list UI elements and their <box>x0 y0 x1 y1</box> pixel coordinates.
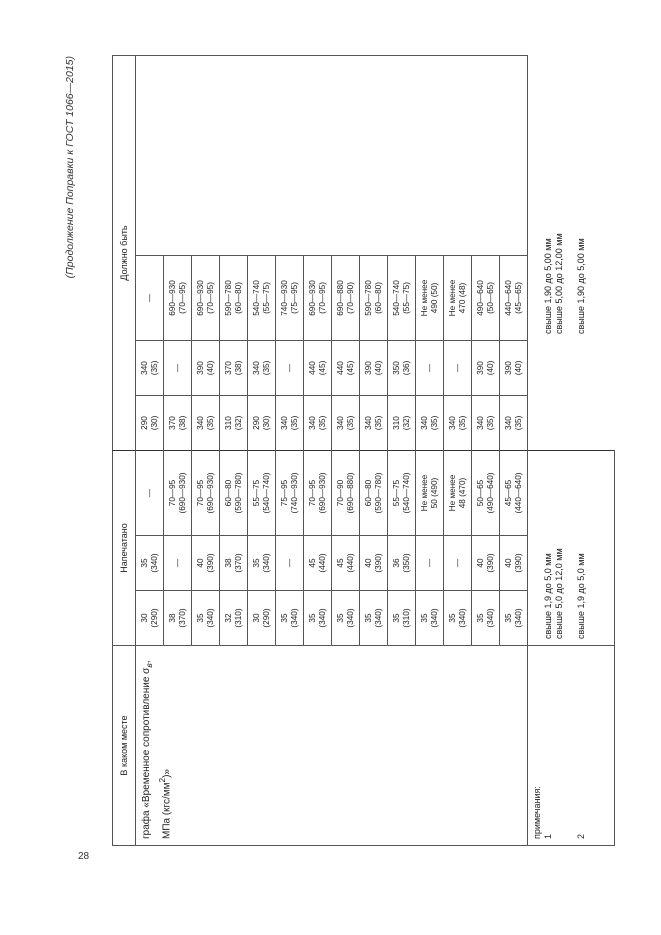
cell-line: (30) <box>149 415 159 431</box>
cell-line: 290 <box>251 416 261 430</box>
cell-line: (340) <box>289 608 299 628</box>
cell-line: (70—95) <box>317 282 327 314</box>
cell-line: 70—90 <box>335 479 345 507</box>
cell-line: — <box>144 293 154 303</box>
header-where: В каком месте <box>113 646 136 846</box>
cell-line: 390 <box>503 361 513 375</box>
printed-value-cell <box>248 591 276 646</box>
cell-line: 310 <box>223 416 233 430</box>
cell-line: (690—930) <box>177 472 187 514</box>
notes-row <box>528 55 615 845</box>
printed-value-cell <box>472 591 500 646</box>
cell-line: (40) <box>205 360 215 376</box>
cell-line: 370 <box>223 361 233 375</box>
cell-line: (340) <box>345 608 355 628</box>
cell-line: 340 <box>251 361 261 375</box>
cell-line: 590—780 <box>363 280 373 316</box>
notes-label: примечания: <box>532 786 542 839</box>
should-value-cell <box>276 395 304 450</box>
cell-line: (440) <box>345 553 355 573</box>
table-row <box>136 55 164 845</box>
printed-value-cell <box>360 536 388 591</box>
cell-line: 590—780 <box>223 280 233 316</box>
cell-line: (370) <box>177 608 187 628</box>
should-value-cell <box>388 255 416 340</box>
printed-value-cell <box>444 450 472 535</box>
cell-line: 40 <box>363 558 373 568</box>
cell-line: 60—80 <box>223 479 233 507</box>
printed-value-cell <box>220 536 248 591</box>
cell-line: 35 <box>307 613 317 623</box>
cell-line: 35 <box>251 558 261 568</box>
cell-line: 35 <box>503 613 513 623</box>
cell-line: (70—95) <box>177 282 187 314</box>
cell-line: 35 <box>419 613 429 623</box>
cell-line: (32) <box>233 415 243 431</box>
printed-value-cell <box>164 536 192 591</box>
should-value-cell <box>444 395 472 450</box>
should-value-cell <box>360 255 388 340</box>
cell-line: (38) <box>233 360 243 376</box>
cell-line: 70—95 <box>307 479 317 507</box>
cell-line: 35 <box>475 613 485 623</box>
printed-value-cell <box>388 591 416 646</box>
cell-line: — <box>144 488 154 498</box>
should-value-cell <box>416 340 444 395</box>
cell-line: 35 <box>139 558 149 568</box>
cell-line: (35) <box>429 415 439 431</box>
cell-line: — <box>284 558 294 568</box>
cell-line: 70—95 <box>195 479 205 507</box>
printed-value-cell <box>360 450 388 535</box>
printed-value-cell <box>416 450 444 535</box>
cell-line: 390 <box>195 361 205 375</box>
should-value-cell <box>500 340 528 395</box>
cell-line: (740—930) <box>289 472 299 514</box>
cell-line: (35) <box>149 360 159 376</box>
should-value-cell <box>360 340 388 395</box>
cell-line: — <box>452 363 462 373</box>
cell-line: — <box>284 363 294 373</box>
notes-label-cell <box>528 646 615 846</box>
cell-line: 45 <box>307 558 317 568</box>
printed-value-cell <box>220 591 248 646</box>
cell-line: (45) <box>317 360 327 376</box>
cell-line: (370) <box>233 553 243 573</box>
correction-table <box>112 55 615 846</box>
cell-line: — <box>172 558 182 568</box>
cell-line: 340 <box>475 416 485 430</box>
printed-value-cell <box>164 591 192 646</box>
cell-line: (35) <box>205 415 215 431</box>
should-value-cell <box>136 340 164 395</box>
cell-line: (45) <box>345 360 355 376</box>
cell-line: (50—65) <box>485 282 495 314</box>
should-value-cell <box>220 340 248 395</box>
should-value-cell <box>136 395 164 450</box>
cell-line: 690—930 <box>195 280 205 316</box>
cell-line: 40 <box>503 558 513 568</box>
should-value-cell <box>164 255 192 340</box>
should-value-cell <box>332 395 360 450</box>
should-value-cell <box>192 255 220 340</box>
cell-line: (36) <box>401 360 411 376</box>
should-value-cell <box>472 340 500 395</box>
should-value-cell <box>276 255 304 340</box>
should-value-cell <box>444 340 472 395</box>
cell-line: (540—740) <box>401 472 411 514</box>
cell-line: (390) <box>485 553 495 573</box>
printed-value-cell <box>220 450 248 535</box>
cell-line: 690—930 <box>167 280 177 316</box>
cell-line: (290) <box>261 608 271 628</box>
cell-line: (55—75) <box>401 282 411 314</box>
should-value-cell <box>136 255 164 340</box>
cell-line: (35) <box>345 415 355 431</box>
cell-line: 30 <box>251 613 261 623</box>
cell-line: (45—65) <box>513 282 523 314</box>
should-value-cell <box>388 395 416 450</box>
printed-value-cell <box>136 591 164 646</box>
cell-line: (35) <box>373 415 383 431</box>
cell-line: 55—75 <box>391 479 401 507</box>
cell-line: (38) <box>177 415 187 431</box>
cell-line: (60—80) <box>373 282 383 314</box>
printed-value-cell <box>248 450 276 535</box>
printed-value-cell <box>444 591 472 646</box>
cell-line: (340) <box>373 608 383 628</box>
printed-value-cell <box>416 591 444 646</box>
cell-line: (340) <box>513 608 523 628</box>
printed-value-cell <box>164 450 192 535</box>
cell-line: 40 <box>195 558 205 568</box>
printed-value-cell <box>416 536 444 591</box>
cell-line: (35) <box>513 415 523 431</box>
note-printed-1a: свыше 1,9 до 5,0 мм <box>543 553 553 639</box>
cell-line: 490—640 <box>475 280 485 316</box>
should-value-cell <box>500 395 528 450</box>
should-value-cell <box>164 395 192 450</box>
cell-line: (540—740) <box>261 472 271 514</box>
cell-line: 35 <box>447 613 457 623</box>
printed-value-cell <box>248 536 276 591</box>
header-printed: Напечатано <box>113 450 136 645</box>
cell-line: Не менее <box>447 474 457 512</box>
note-printed-1b: свыше 5,0 до 12,0 мм <box>554 548 564 639</box>
cell-line: (70—90) <box>345 282 355 314</box>
cell-line: 45—65 <box>503 479 513 507</box>
cell-line: 48 (470) <box>457 477 467 509</box>
should-value-cell <box>500 255 528 340</box>
cell-line: 35 <box>391 613 401 623</box>
printed-value-cell <box>472 450 500 535</box>
printed-value-cell <box>192 536 220 591</box>
cell-line: 60—80 <box>363 479 373 507</box>
cell-line: 690—930 <box>307 280 317 316</box>
cell-line: (70—95) <box>205 282 215 314</box>
cell-line: 340 <box>335 416 345 430</box>
printed-value-cell <box>332 536 360 591</box>
printed-value-cell <box>332 591 360 646</box>
where-cell: графа «Временное сопротивление $\sigma_в$, МПа $(кгс/мм^2)$» <box>136 646 528 846</box>
cell-line: 440 <box>307 361 317 375</box>
note-printed-2: свыше 1,9 до 5,0 мм <box>576 553 586 639</box>
cell-line: (590—780) <box>233 472 243 514</box>
printed-value-cell <box>192 450 220 535</box>
rotated-page-content <box>64 56 624 846</box>
cell-line: 32 <box>223 613 233 623</box>
cell-line: (40) <box>485 360 495 376</box>
page-number: 28 <box>78 851 90 862</box>
printed-value-cell <box>444 536 472 591</box>
cell-line: (340) <box>205 608 215 628</box>
should-value-cell <box>360 395 388 450</box>
printed-value-cell <box>500 450 528 535</box>
printed-value-cell <box>304 450 332 535</box>
printed-value-cell <box>472 536 500 591</box>
should-value-cell <box>192 340 220 395</box>
cell-line: (340) <box>261 553 271 573</box>
cell-line: (390) <box>205 553 215 573</box>
cell-line: 50 (490) <box>429 477 439 509</box>
note-number-2: 2 <box>576 833 586 839</box>
cell-line: (390) <box>373 553 383 573</box>
cell-line: 35 <box>363 613 373 623</box>
running-head: (Продолжение Поправки к ГОСТ 1066—2015) <box>64 56 76 279</box>
should-value-cell <box>164 340 192 395</box>
should-value-cell <box>304 255 332 340</box>
should-value-cell <box>416 255 444 340</box>
cell-line: 340 <box>419 416 429 430</box>
should-value-cell <box>332 340 360 395</box>
note-should-1b: свыше 5,00 до 12,00 мм <box>554 233 564 334</box>
cell-line: 340 <box>139 361 149 375</box>
cell-line: 55—75 <box>251 479 261 507</box>
cell-line: (35) <box>317 415 327 431</box>
cell-line: (40) <box>513 360 523 376</box>
note-number-1: 1 <box>543 833 553 839</box>
cell-line: (590—780) <box>373 472 383 514</box>
cell-line: 35 <box>279 613 289 623</box>
cell-line: 340 <box>307 416 317 430</box>
header-row <box>113 55 136 845</box>
cell-line: (340) <box>457 608 467 628</box>
should-value-cell <box>304 340 332 395</box>
cell-line: (440—640) <box>513 472 523 514</box>
cell-line: 390 <box>475 361 485 375</box>
cell-line: (340) <box>317 608 327 628</box>
cell-line: 340 <box>363 416 373 430</box>
notes-should-cell <box>528 55 615 450</box>
cell-line: Не менее <box>419 279 429 317</box>
cell-line: — <box>424 558 434 568</box>
cell-line: 35 <box>195 613 205 623</box>
printed-value-cell <box>500 536 528 591</box>
printed-value-cell <box>388 450 416 535</box>
cell-line: 40 <box>475 558 485 568</box>
cell-line: 540—740 <box>251 280 261 316</box>
cell-line: 36 <box>391 558 401 568</box>
cell-line: Не менее <box>419 474 429 512</box>
should-value-cell <box>416 395 444 450</box>
printed-value-cell <box>276 450 304 535</box>
cell-line: 740—930 <box>279 280 289 316</box>
printed-value-cell <box>388 536 416 591</box>
cell-line: 35 <box>335 613 345 623</box>
cell-line: (35) <box>485 415 495 431</box>
cell-line: (290) <box>149 608 159 628</box>
printed-value-cell <box>332 450 360 535</box>
cell-line: 50—65 <box>475 479 485 507</box>
printed-value-cell <box>360 591 388 646</box>
should-value-cell <box>304 395 332 450</box>
cell-line: 690—880 <box>335 280 345 316</box>
should-value-cell <box>220 255 248 340</box>
header-should-be: Должно быть <box>113 55 136 450</box>
should-value-cell <box>332 255 360 340</box>
cell-line: 440 <box>335 361 345 375</box>
should-value-cell <box>388 340 416 395</box>
printed-value-cell <box>136 450 164 535</box>
cell-line: 440—640 <box>503 280 513 316</box>
cell-line: 390 <box>363 361 373 375</box>
should-value-cell <box>472 395 500 450</box>
cell-line: (440) <box>317 553 327 573</box>
cell-line: — <box>424 363 434 373</box>
cell-line: 340 <box>195 416 205 430</box>
cell-line: (690—930) <box>205 472 215 514</box>
cell-line: — <box>452 558 462 568</box>
should-value-cell <box>276 340 304 395</box>
empty-cell <box>136 55 528 255</box>
cell-line: (350) <box>401 553 411 573</box>
printed-value-cell <box>304 536 332 591</box>
printed-value-cell <box>192 591 220 646</box>
cell-line: 490 (50) <box>429 282 439 314</box>
cell-line: (340) <box>149 553 159 573</box>
cell-line: 370 <box>167 416 177 430</box>
cell-line: 30 <box>139 613 149 623</box>
cell-line: 290 <box>139 416 149 430</box>
should-value-cell <box>472 255 500 340</box>
cell-line: (60—80) <box>233 282 243 314</box>
cell-line: (340) <box>485 608 495 628</box>
cell-line: (40) <box>373 360 383 376</box>
should-value-cell <box>248 255 276 340</box>
cell-line: (690—880) <box>345 472 355 514</box>
cell-line: (490—640) <box>485 472 495 514</box>
cell-line: (310) <box>233 608 243 628</box>
cell-line: (35) <box>457 415 467 431</box>
cell-line: 38 <box>223 558 233 568</box>
cell-line: — <box>172 363 182 373</box>
cell-line: Не менее <box>447 279 457 317</box>
cell-line: 470 (48) <box>457 282 467 314</box>
should-value-cell <box>248 340 276 395</box>
cell-line: (30) <box>261 415 271 431</box>
cell-line: 340 <box>447 416 457 430</box>
cell-line: 310 <box>391 416 401 430</box>
cell-line: (310) <box>401 608 411 628</box>
cell-line: 540—740 <box>391 280 401 316</box>
cell-line: (340) <box>429 608 439 628</box>
printed-value-cell <box>276 591 304 646</box>
cell-line: 340 <box>503 416 513 430</box>
cell-line: 340 <box>279 416 289 430</box>
note-should-1a: свыше 1,90 до 5,00 мм <box>543 238 553 334</box>
printed-value-cell <box>500 591 528 646</box>
printed-value-cell <box>136 536 164 591</box>
should-value-cell <box>444 255 472 340</box>
cell-line: 38 <box>167 613 177 623</box>
notes-printed-cell <box>528 450 615 645</box>
cell-line: (55—75) <box>261 282 271 314</box>
cell-line: (75—95) <box>289 282 299 314</box>
cell-line: (32) <box>401 415 411 431</box>
cell-line: (390) <box>513 553 523 573</box>
printed-value-cell <box>304 591 332 646</box>
cell-line: 350 <box>391 361 401 375</box>
cell-line: 75—95 <box>279 479 289 507</box>
cell-line: (690—930) <box>317 472 327 514</box>
cell-line: (35) <box>261 360 271 376</box>
should-value-cell <box>248 395 276 450</box>
printed-value-cell <box>276 536 304 591</box>
cell-line: 70—95 <box>167 479 177 507</box>
should-value-cell <box>220 395 248 450</box>
cell-line: 45 <box>335 558 345 568</box>
should-value-cell <box>192 395 220 450</box>
cell-line: (35) <box>289 415 299 431</box>
note-should-2: свыше 1,90 до 5,00 мм <box>576 238 586 334</box>
